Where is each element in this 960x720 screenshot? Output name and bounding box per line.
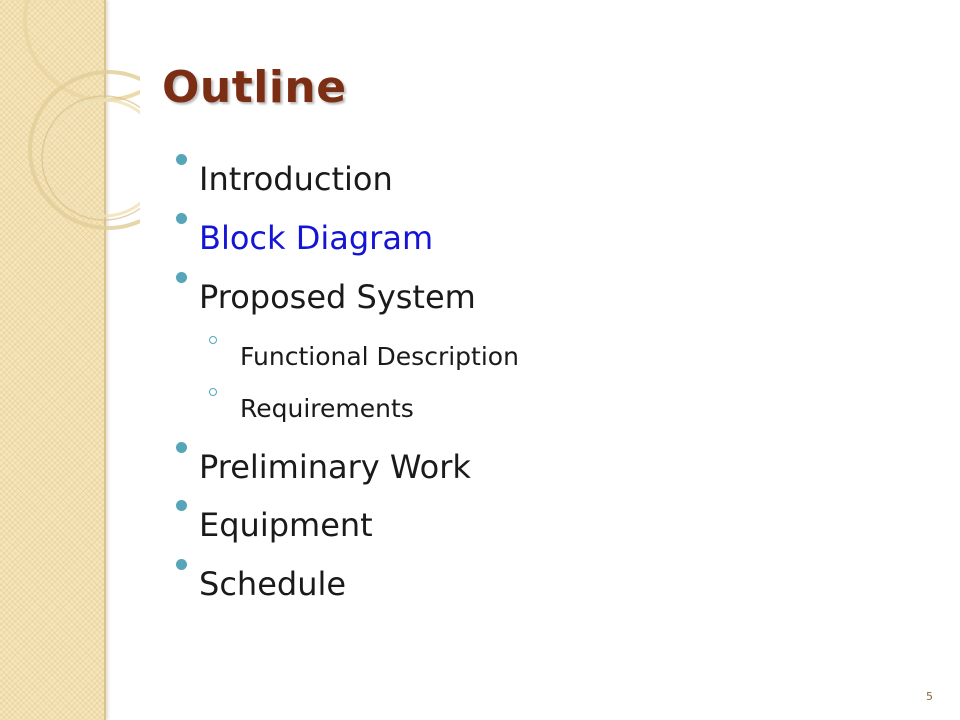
list-item-label: Block Diagram	[199, 219, 434, 257]
slide-title: Outline	[162, 62, 347, 113]
bullet-icon	[176, 500, 187, 511]
bullet-icon	[176, 442, 187, 453]
list-item-label: Preliminary Work	[199, 448, 471, 486]
bullet-icon	[176, 154, 187, 165]
list-item-label: Schedule	[199, 565, 347, 603]
list-item-label: Introduction	[199, 160, 393, 198]
list-item-label: Proposed System	[199, 278, 476, 316]
bullet-icon	[176, 272, 187, 283]
hollow-bullet-icon	[209, 388, 217, 396]
list-item-label: Equipment	[199, 506, 373, 544]
hollow-bullet-icon	[209, 336, 217, 344]
bullet-icon	[176, 213, 187, 224]
decorative-rings	[0, 0, 140, 260]
list-subitem-label: Functional Description	[240, 342, 519, 371]
list-subitem-label: Requirements	[240, 394, 414, 423]
bullet-icon	[176, 559, 187, 570]
slide-number: 5	[926, 690, 933, 703]
